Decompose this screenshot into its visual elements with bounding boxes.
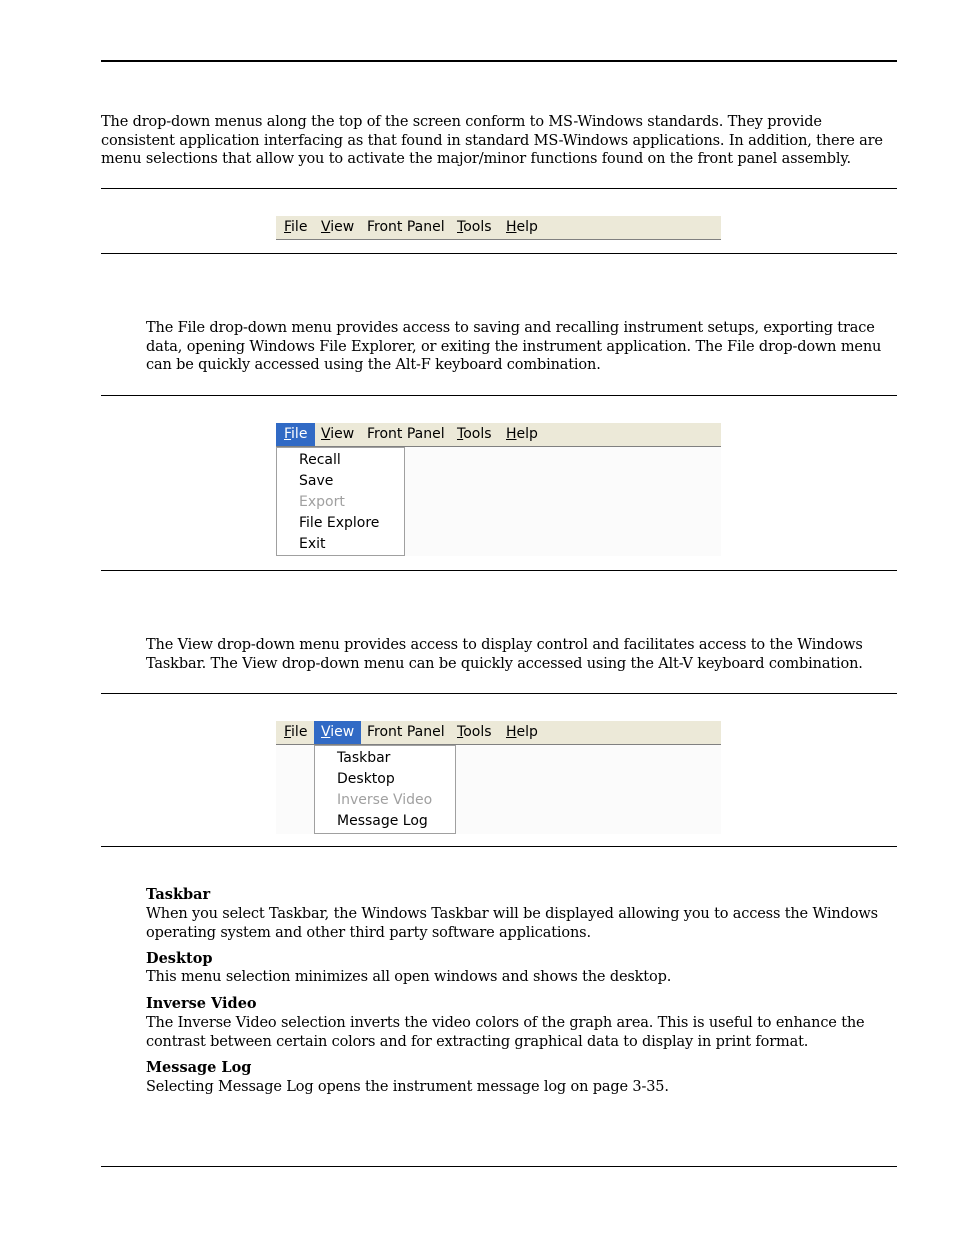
figure-rule-bottom xyxy=(101,846,897,847)
file-menu-item-recall[interactable]: Recall xyxy=(299,452,341,468)
view-menu-description: The View drop-down menu provides access to display control and facilitates access to the Windows Taskbar. The View drop-down menu can be quickly accessed using the Alt-V keyboard combination. xyxy=(146,637,863,672)
definition-term-taskbar: Taskbar xyxy=(146,886,211,903)
menu-front-panel[interactable]: Front Panel xyxy=(367,724,445,740)
menu-view[interactable]: View xyxy=(321,426,355,442)
footer-rule xyxy=(101,1166,897,1167)
file-menu-item-save[interactable]: Save xyxy=(299,473,334,489)
menu-tools[interactable]: Tools xyxy=(457,219,492,235)
menu-file[interactable]: File xyxy=(284,724,308,740)
menu-tools[interactable]: Tools xyxy=(457,724,492,740)
intro-paragraph: The drop-down menus along the top of the screen conform to MS-Windows standards. They provide consistent application interfacing as that found in standard MS-Windows applications. In addition, there are menu selections that allow you to activate the major/minor functions found on the front panel assembly. xyxy=(101,114,883,167)
definition-text-message-log: Selecting Message Log opens the instrument message log on page 3-35. xyxy=(146,1079,669,1095)
figure-rule-bottom xyxy=(101,570,897,571)
menu-view[interactable]: View xyxy=(321,219,355,235)
menu-bar xyxy=(276,423,721,447)
file-menu-item-export: Export xyxy=(299,494,345,510)
file-menu-description: The File drop-down menu provides access to saving and recalling instrument setups, exporting trace data, opening Windows File Explorer, or exiting the instrument application. The File drop-down menu can be quickly accessed using the Alt-F keyboard combination. xyxy=(146,320,882,373)
definition-text-inverse-video: The Inverse Video selection inverts the video colors of the graph area. This is useful to enhance the contrast between certain colors and for extracting graphical data to display in print format. xyxy=(146,1015,865,1050)
figure-rule-top xyxy=(101,693,897,694)
menu-help[interactable]: Help xyxy=(506,219,538,235)
menu-tools[interactable]: Tools xyxy=(457,426,492,442)
menu-help[interactable]: Help xyxy=(506,426,538,442)
header-rule xyxy=(101,60,897,62)
menu-bar xyxy=(276,216,721,240)
menu-bar xyxy=(276,721,721,745)
figure-rule-top xyxy=(101,395,897,396)
view-menu-item-message-log[interactable]: Message Log xyxy=(337,813,428,829)
view-dropdown-menu xyxy=(314,745,456,834)
view-menu-item-taskbar[interactable]: Taskbar xyxy=(337,750,391,766)
definition-term-message-log: Message Log xyxy=(146,1059,252,1076)
figure-rule-top xyxy=(101,188,897,189)
menu-file[interactable]: File xyxy=(284,219,308,235)
menu-view[interactable]: View xyxy=(314,721,361,744)
definition-text-taskbar: When you select Taskbar, the Windows Taskbar will be displayed allowing you to access the Windows operating system and other third party software applications. xyxy=(146,906,878,941)
menu-help[interactable]: Help xyxy=(506,724,538,740)
definition-term-inverse-video: Inverse Video xyxy=(146,995,257,1012)
file-menu-item-file-explore[interactable]: File Explore xyxy=(299,515,380,531)
menu-front-panel[interactable]: Front Panel xyxy=(367,219,445,235)
view-menu-item-inverse-video: Inverse Video xyxy=(337,792,433,808)
figure-rule-bottom xyxy=(101,253,897,254)
menu-file[interactable]: File xyxy=(276,423,315,446)
file-menu-item-exit[interactable]: Exit xyxy=(299,536,326,552)
view-menu-item-desktop[interactable]: Desktop xyxy=(337,771,395,787)
menu-front-panel[interactable]: Front Panel xyxy=(367,426,445,442)
file-dropdown-menu xyxy=(276,447,405,556)
definition-term-desktop: Desktop xyxy=(146,950,213,967)
definition-text-desktop: This menu selection minimizes all open windows and shows the desktop. xyxy=(146,969,672,985)
